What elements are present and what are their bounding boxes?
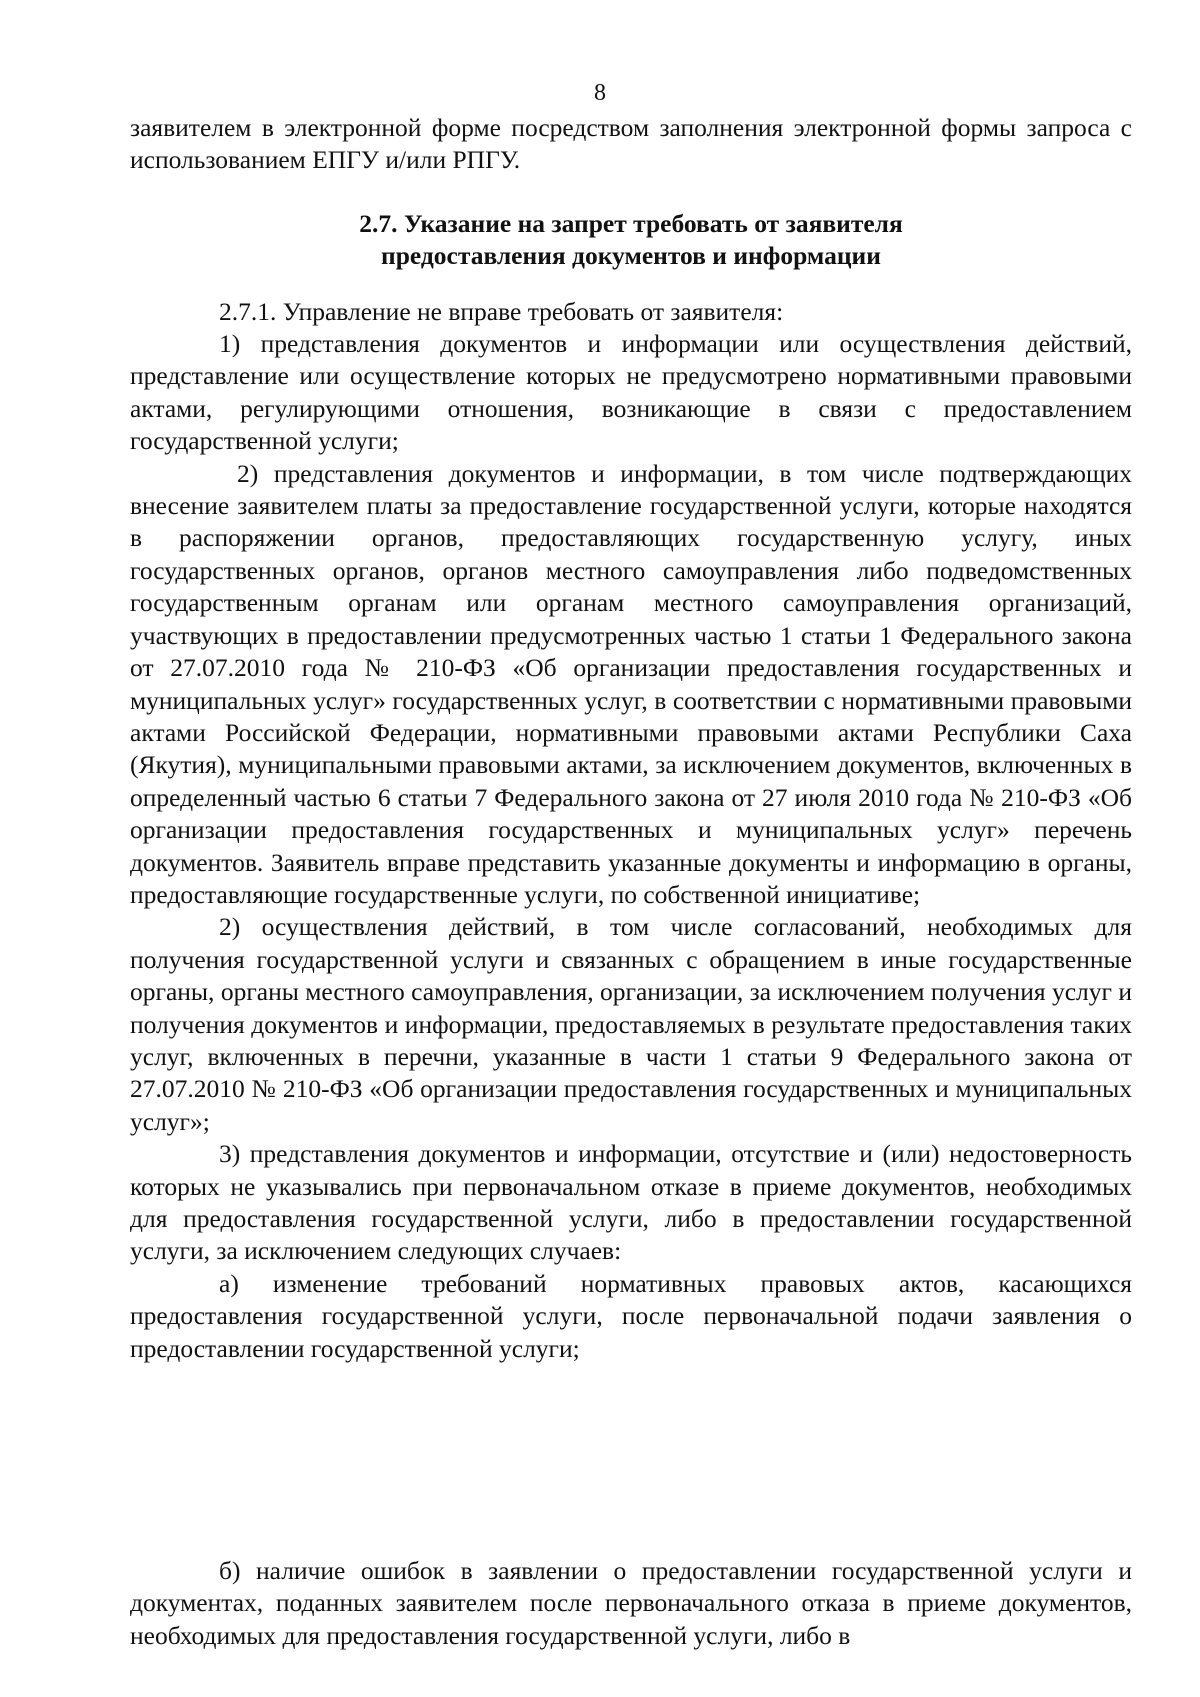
section-heading-line-2: предоставления документов и информации (381, 241, 881, 271)
section-heading (130, 208, 1132, 273)
list-item-1: 1) представления документов и информации или осуществления действий, представление или осуществление которых не предусмотрено нормативными правовыми актами, регулирующими отношения, возникающие в связи с предоставлением государственной услуги; (130, 329, 1132, 456)
paragraph-2-7-1: 2.7.1. Управление не вправе требовать от заявителя: (219, 296, 784, 326)
page-number: 8 (594, 80, 606, 106)
intro-paragraph: заявителем в электронной форме посредством заполнения электронной формы запроса с использованием ЕПГУ и/или РПГУ. (130, 113, 1132, 175)
sub-item-a: а) изменение требований нормативных правовых актов, касающихся предоставления государственной услуги, после первоначальной подачи заявления о предоставлении государственной услуги; (130, 1268, 1132, 1363)
section-heading-line-1: 2.7. Указание на запрет требовать от заявителя (359, 208, 903, 238)
sub-item-b: б) наличие ошибок в заявлении о предоставлении государственной услуги и документах, поданных заявителем после первоначального отказа в приеме документов, необходимых для предоставления государственной услуги, либо в (130, 1556, 1132, 1650)
list-item-2-documents: 2) представления документов и информации, в том числе подтверждающих внесение заявителем платы за предоставление государственной услуги, которые находятся в распоряжении органов, предоставляющих государственную услугу, иных государственных органов, органов местного самоуправления либо подведомственных государственным органам или органам местного самоуправления организаций, участвующих в предоставлении предусмотренных частью 1 статьи 1 Федерального закона от 27.07.2010 года № 210-ФЗ «Об организации предоставления государственных и муниципальных услуг» государственных услуг, в соответствии с нормативными правовыми актами Российской Федерации, нормативными правовыми актами Республики Саха (Якутия), муниципальными правовыми актами, за исключением документов, включенных в определенный частью 6 статьи 7 Федерального закона от 27 июля 2010 года № 210-ФЗ «Об организации предоставления государственных и муниципальных услуг» перечень документов. Заявитель вправе представить указанные документы и информацию в органы, предоставляющие государственные услуги, по собственной инициативе; (130, 458, 1132, 909)
list-item-2-actions: 2) осуществления действий, в том числе согласований, необходимых для получения государственной услуги и связанных с обращением в иные государственные органы, органы местного самоуправления, организации, за исключением получения услуг и получения документов и информации, предоставляемых в результате предоставления таких услуг, включенных в перечни, указанные в части 1 статьи 9 Федерального закона от 27.07.2010 № 210-ФЗ «Об организации предоставления государственных и муниципальных услуг»; (130, 912, 1132, 1136)
page-gap (130, 1365, 1132, 1555)
list-item-3: 3) представления документов и информации, отсутствие и (или) недостоверность которых не указывались при первоначальном отказе в приеме документов, необходимых для предоставления государственной услуги, либо в предоставлении государственной услуги, за исключением следующих случаев: (130, 1139, 1132, 1266)
document-body (130, 112, 1132, 1652)
